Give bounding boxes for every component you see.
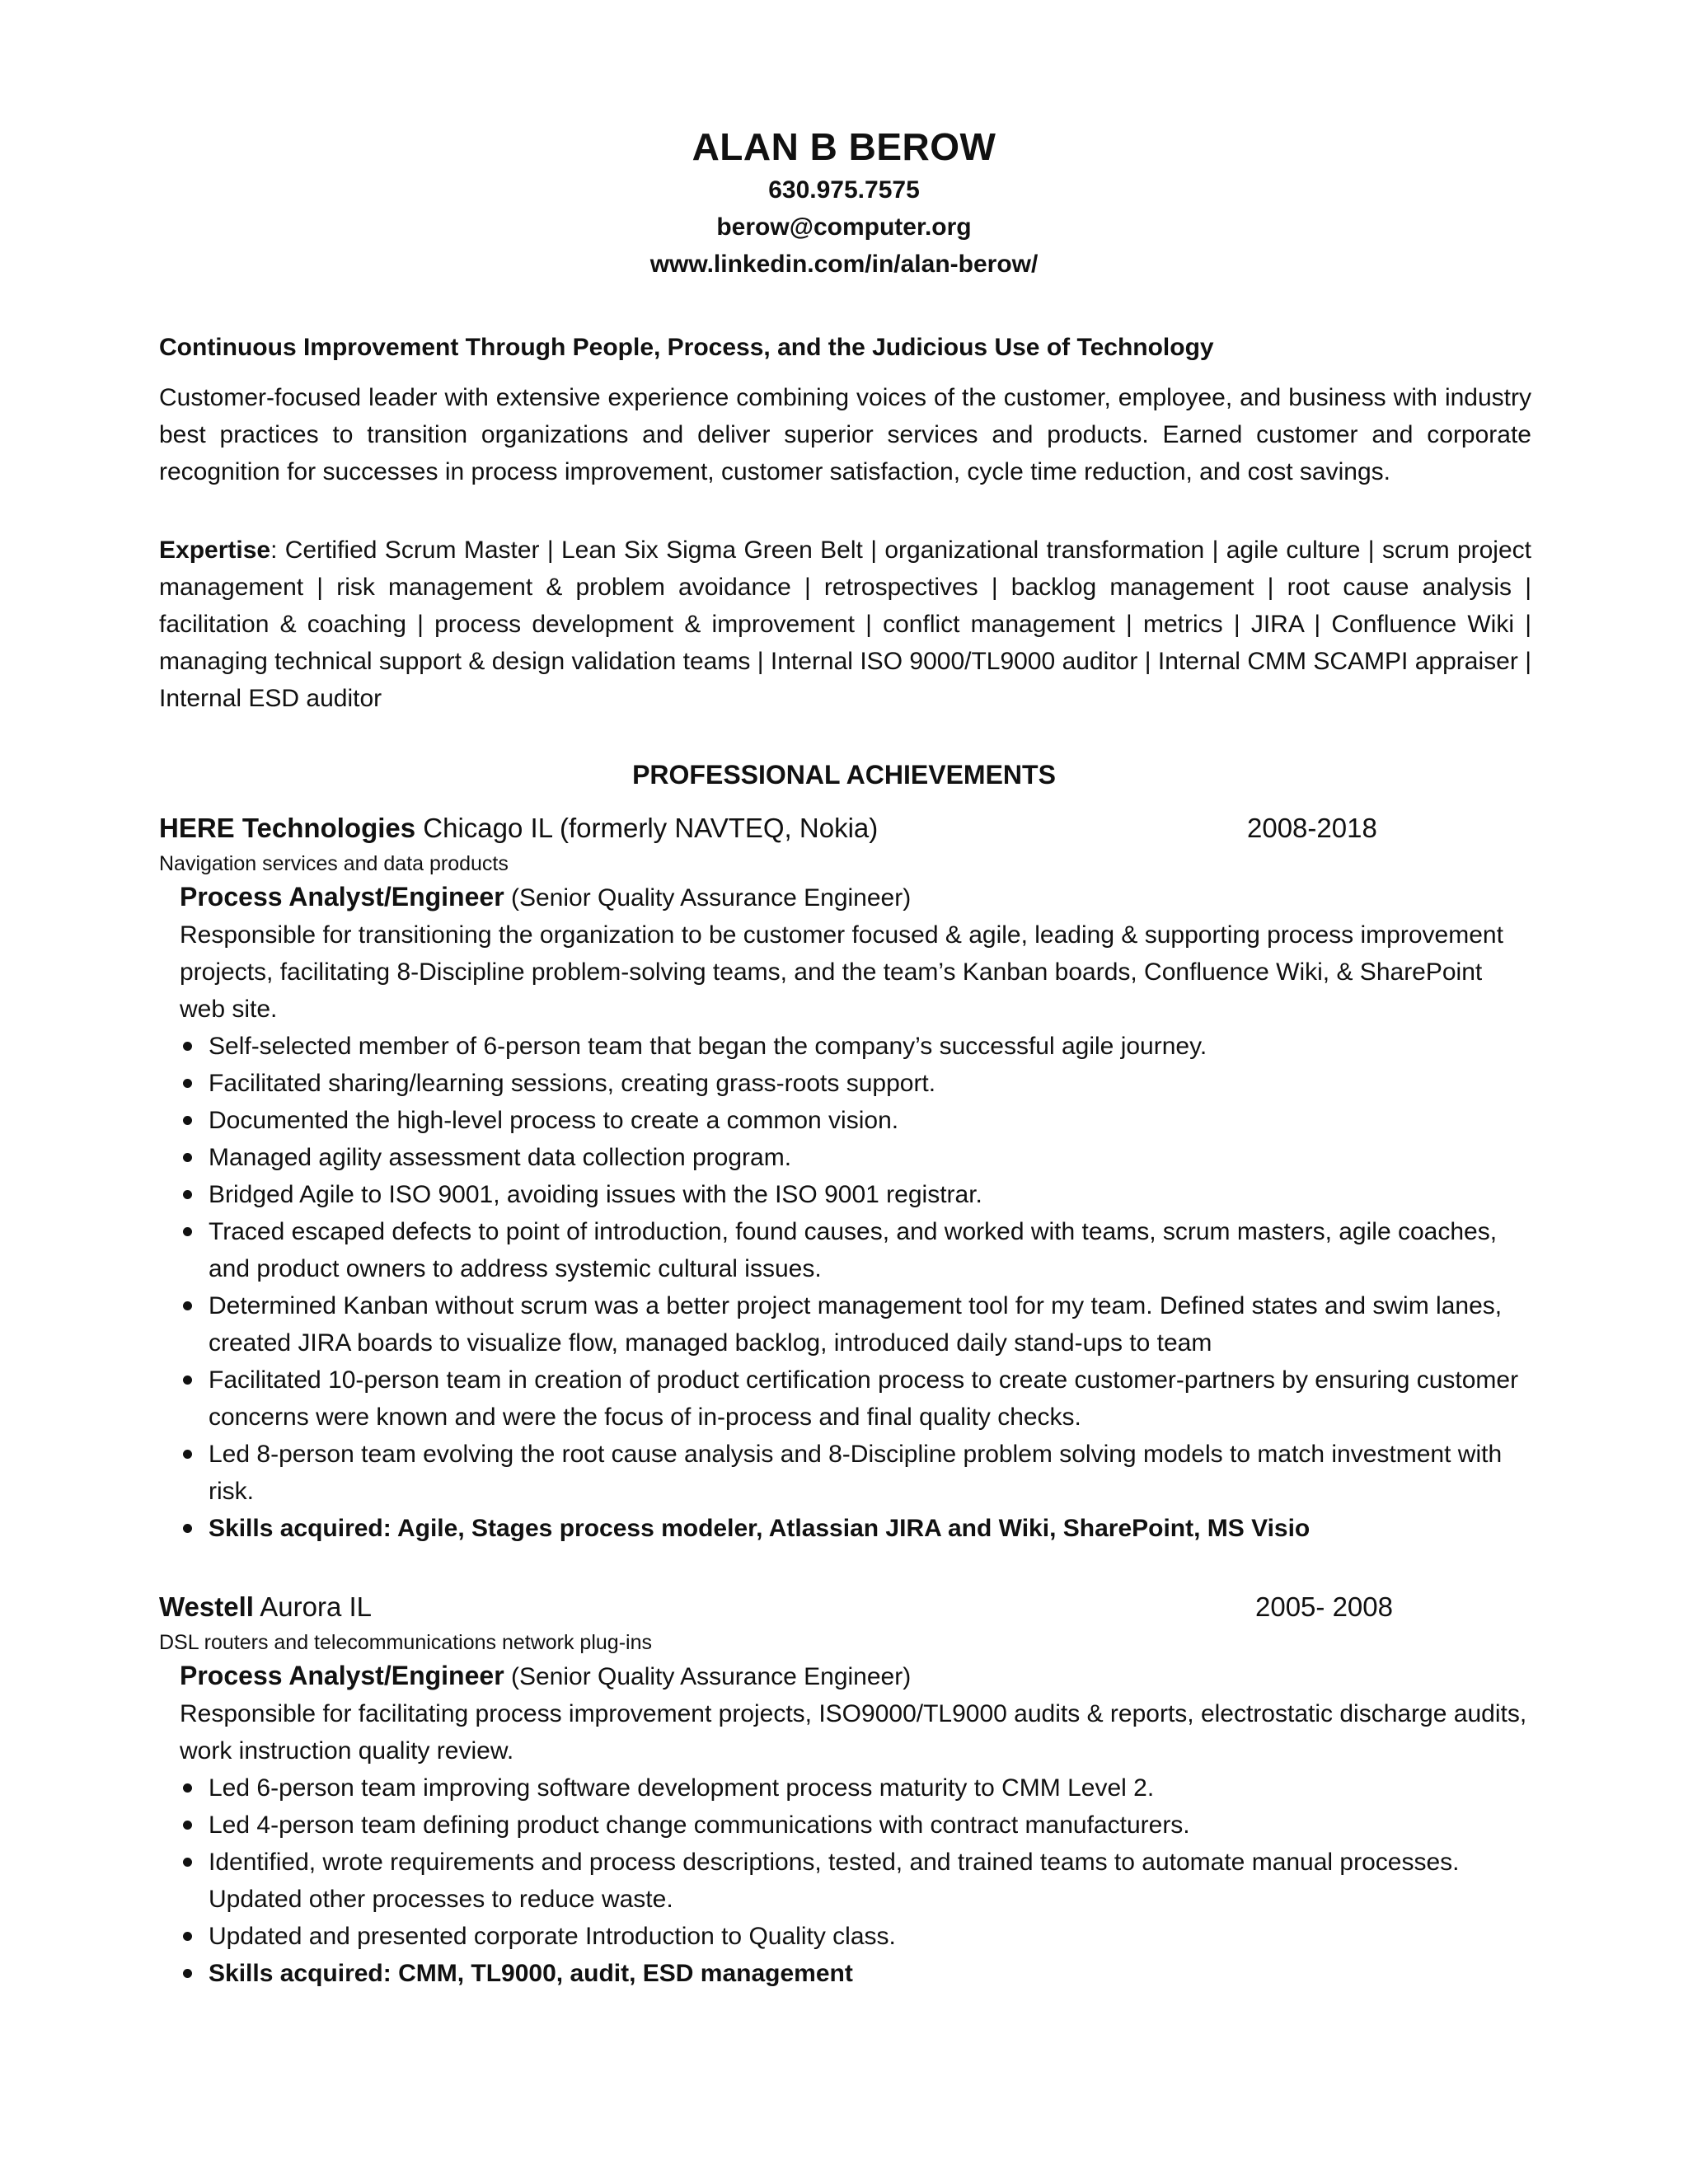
bullet-icon bbox=[183, 1227, 192, 1236]
list-item-text: Bridged Agile to ISO 9001, avoiding issues with the ISO 9001 registrar. bbox=[209, 1181, 982, 1208]
list-item bbox=[209, 1102, 1531, 1139]
list-item bbox=[209, 1844, 1531, 1918]
company-name: HERE Technologies bbox=[159, 813, 416, 843]
role-subtitle: (Senior Quality Assurance Engineer) bbox=[504, 884, 912, 912]
list-item bbox=[209, 1807, 1531, 1844]
bullet-icon bbox=[183, 1153, 192, 1162]
summary-paragraph: Customer-focused leader with extensive experience combining voices of the customer, employee, and business with industry best practices to transition organizations and deliver superior services and products. Earned customer and corporate recognition for successes in process improvement, customer satisfaction, cycle time reduction, and cost savings. bbox=[159, 384, 1531, 485]
list-item bbox=[209, 1065, 1531, 1102]
bullet-icon bbox=[183, 1079, 192, 1088]
company-location: Aurora IL bbox=[253, 1591, 373, 1622]
list-item-text: Determined Kanban without scrum was a better project management tool for my team. Defined states and swim lanes, created JIRA boards to visualize flow, managed backlog, introduced daily stand-ups to team bbox=[209, 1292, 1503, 1357]
section-title: PROFESSIONAL ACHIEVEMENTS bbox=[632, 760, 1056, 790]
company-location: Chicago IL (formerly NAVTEQ, Nokia) bbox=[415, 813, 879, 843]
resume-header bbox=[0, 122, 1688, 283]
list-item-text: Led 6-person team improving software development process maturity to CMM Level 2. bbox=[209, 1774, 1155, 1802]
expertise-paragraph bbox=[159, 532, 1531, 717]
bullet-icon bbox=[183, 1450, 192, 1459]
list-item-text: Updated and presented corporate Introduction to Quality class. bbox=[209, 1923, 896, 1950]
list-item-text: Facilitated 10-person team in creation of product certification process to create customer-partners by ensuring customer concerns were known and were the focus of in-process and final quality checks. bbox=[209, 1366, 1519, 1431]
bullet-icon bbox=[183, 1042, 192, 1051]
bullet-icon bbox=[183, 1821, 192, 1830]
list-item-text: Traced escaped defects to point of introduction, found causes, and worked with teams, scrum masters, agile coaches, and product owners to address systemic cultural issues. bbox=[209, 1218, 1498, 1282]
job-entry bbox=[159, 808, 1531, 1547]
skills-text: Skills acquired: Agile, Stages process modeler, Atlassian JIRA and Wiki, SharePoint, MS Visio bbox=[209, 1515, 1311, 1542]
bullet-icon bbox=[183, 1376, 192, 1385]
role-responsibility: Responsible for transitioning the organization to be customer focused & agile, leading & supporting process improvement projects, facilitating 8-Discipline problem-solving teams, and the team’s Kanban boards, Confluence Wiki, & SharePoint web site. bbox=[180, 921, 1503, 1023]
expertise-label: Expertise bbox=[159, 537, 271, 564]
job-heading bbox=[159, 808, 1531, 849]
list-item-text: Managed agility assessment data collection program. bbox=[209, 1144, 792, 1171]
role-title: Process Analyst/Engineer bbox=[180, 882, 504, 912]
list-item bbox=[209, 1361, 1531, 1436]
bullet-icon bbox=[183, 1116, 192, 1125]
bullet-icon bbox=[183, 1932, 192, 1941]
skills-text: Skills acquired: CMM, TL9000, audit, ESD management bbox=[209, 1960, 853, 1987]
achievement-list bbox=[159, 1028, 1531, 1547]
list-item bbox=[209, 1176, 1531, 1213]
list-item bbox=[209, 1918, 1531, 1955]
skills-item bbox=[209, 1955, 1531, 1992]
list-item-text: Facilitated sharing/learning sessions, creating grass-roots support. bbox=[209, 1070, 936, 1097]
list-item-text: Led 8-person team evolving the root cause analysis and 8-Discipline problem solving models to match investment with risk. bbox=[209, 1441, 1503, 1505]
list-item-text: Self-selected member of 6-person team that began the company’s successful agile journey. bbox=[209, 1033, 1207, 1060]
tagline: Continuous Improvement Through People, Process, and the Judicious Use of Technology bbox=[159, 334, 1214, 361]
list-item-text: Led 4-person team defining product change communications with contract manufacturers. bbox=[209, 1811, 1190, 1839]
expertise-text: Certified Scrum Master | Lean Six Sigma Green Belt | organizational transformation | agile culture | scrum project management | risk management & problem avoidance | retrospectives | backlog management | root cause analysis | facilitation & coaching | process development & improvement | conflict management | metrics | JIRA | Confluence Wiki | managing technical support & design validation teams | Internal ISO 9000/TL9000 auditor | Internal CMM SCAMPI appraiser | Internal ESD auditor bbox=[159, 537, 1531, 712]
bullet-icon bbox=[183, 1190, 192, 1199]
role-title: Process Analyst/Engineer bbox=[180, 1661, 504, 1690]
list-item bbox=[209, 1287, 1531, 1361]
role-subtitle: (Senior Quality Assurance Engineer) bbox=[504, 1663, 912, 1690]
bullet-icon bbox=[183, 1301, 192, 1310]
applicant-name: ALAN B BEROW bbox=[692, 125, 996, 168]
list-item bbox=[209, 1769, 1531, 1807]
company-description: DSL routers and telecommunications network plug-ins bbox=[159, 1631, 652, 1654]
job-entry bbox=[159, 1586, 1531, 1992]
achievement-list bbox=[159, 1769, 1531, 1992]
role-heading bbox=[159, 1657, 1531, 1695]
list-item-text: Identified, wrote requirements and process descriptions, tested, and trained teams to automate manual processes. Updated other processes to reduce waste. bbox=[209, 1849, 1460, 1913]
job-dates: 2008-2018 bbox=[1247, 813, 1377, 843]
job-heading bbox=[159, 1586, 1531, 1628]
skills-item bbox=[209, 1510, 1531, 1547]
company-description: Navigation services and data products bbox=[159, 852, 509, 875]
company-name: Westell bbox=[159, 1591, 254, 1622]
bullet-icon bbox=[183, 1858, 192, 1867]
role-heading bbox=[159, 879, 1531, 916]
email-address: berow@computer.org bbox=[716, 213, 972, 241]
list-item bbox=[209, 1139, 1531, 1176]
job-dates: 2005- 2008 bbox=[1255, 1591, 1393, 1622]
bullet-icon bbox=[183, 1783, 192, 1793]
bullet-icon bbox=[183, 1969, 192, 1978]
list-item bbox=[209, 1028, 1531, 1065]
linkedin-url: www.linkedin.com/in/alan-berow/ bbox=[649, 251, 1039, 278]
list-item bbox=[209, 1213, 1531, 1287]
list-item bbox=[209, 1436, 1531, 1510]
bullet-icon bbox=[183, 1524, 192, 1533]
list-item-text: Documented the high-level process to create a common vision. bbox=[209, 1107, 899, 1134]
role-responsibility: Responsible for facilitating process improvement projects, ISO9000/TL9000 audits & reports, electrostatic discharge audits, work instruction quality review. bbox=[180, 1700, 1527, 1765]
expertise-separator: : bbox=[270, 537, 278, 564]
phone-number: 630.975.7575 bbox=[768, 176, 920, 204]
